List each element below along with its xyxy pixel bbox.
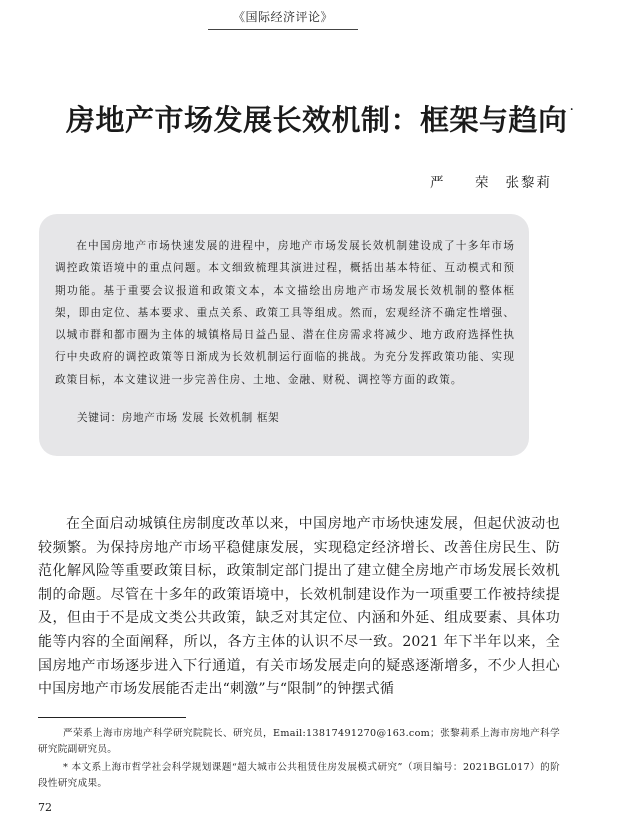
title-text: 房地产市场发展长效机制：框架与趋向 [66, 103, 568, 137]
footnote-marker: · [569, 102, 575, 118]
page-number: 72 [38, 801, 52, 814]
keywords [77, 410, 279, 425]
author-2: 张黎莉 [505, 175, 552, 191]
author-1: 严 荣 [430, 175, 498, 191]
funding-footnote: * 本文系上海市哲学社会科学规划课题“超大城市公共租赁住房发展模式研究”（项目编号：2021BGL017）的阶段性研究成果。 [38, 762, 560, 789]
authors [430, 171, 552, 191]
abstract-box [39, 214, 529, 456]
abstract-text: 在中国房地产市场快速发展的进程中，房地产市场发展长效机制建设成了十多年市场调控政策语境中的重点问题。本文细致梳理其演进过程，概括出基本特征、互动模式和预期功能。基于重要会议报道和政策文本，本文描绘出房地产市场发展长效机制的整体框架，即由定位、基本要求、重点关系、政策工具等组成。然而，宏观经济不确定性增强、以城市群和都市圈为主体的城镇格局日益凸显、潜在住房需求将减少、地方政府选择性执行中央政府的调控政策等日渐成为长效机制运行面临的挑战。为充分发挥政策功能、实现政策目标，本文建议进一步完善住房、土地、金融、财税、调控等方面的政策。 [55, 240, 515, 386]
article-title [66, 98, 574, 139]
author-footnote: 严荣系上海市房地产科学研究院院长、研究员，Email:13817491270@163.com；张黎莉系上海市房地产科学研究院副研究员。 [38, 728, 560, 755]
keywords-list: 房地产市场 发展 长效机制 框架 [121, 412, 280, 424]
body-paragraph: 在全面启动城镇住房制度改革以来，中国房地产市场快速发展，但起伏波动也较频繁。为保持房地产市场平稳健康发展，实现稳定经济增长、改善住房民生、防范化解风险等重要政策目标，政策制定部门提出了建立健全房地产市场发展长效机制的命题。尽管在十多年的政策语境中，长效机制建设作为一项重要工作被持续提及，但由于不是成文类公共政策，缺乏对其定位、内涵和外延、组成要素、具体功能等内容的全面阐释，所以，各方主体的认识不尽一致。2021 年下半年以来，全国房地产市场逐步进入下行通道，有关市场发展走向的疑惑逐渐增多，不少人担心中国房地产市场发展能否走出“刺激”与“限制”的钟摆式循 [38, 516, 560, 698]
journal-header: 《国际经济评论》 [208, 8, 358, 30]
keywords-label: 关键词： [77, 412, 122, 424]
footnote-divider [38, 717, 186, 718]
